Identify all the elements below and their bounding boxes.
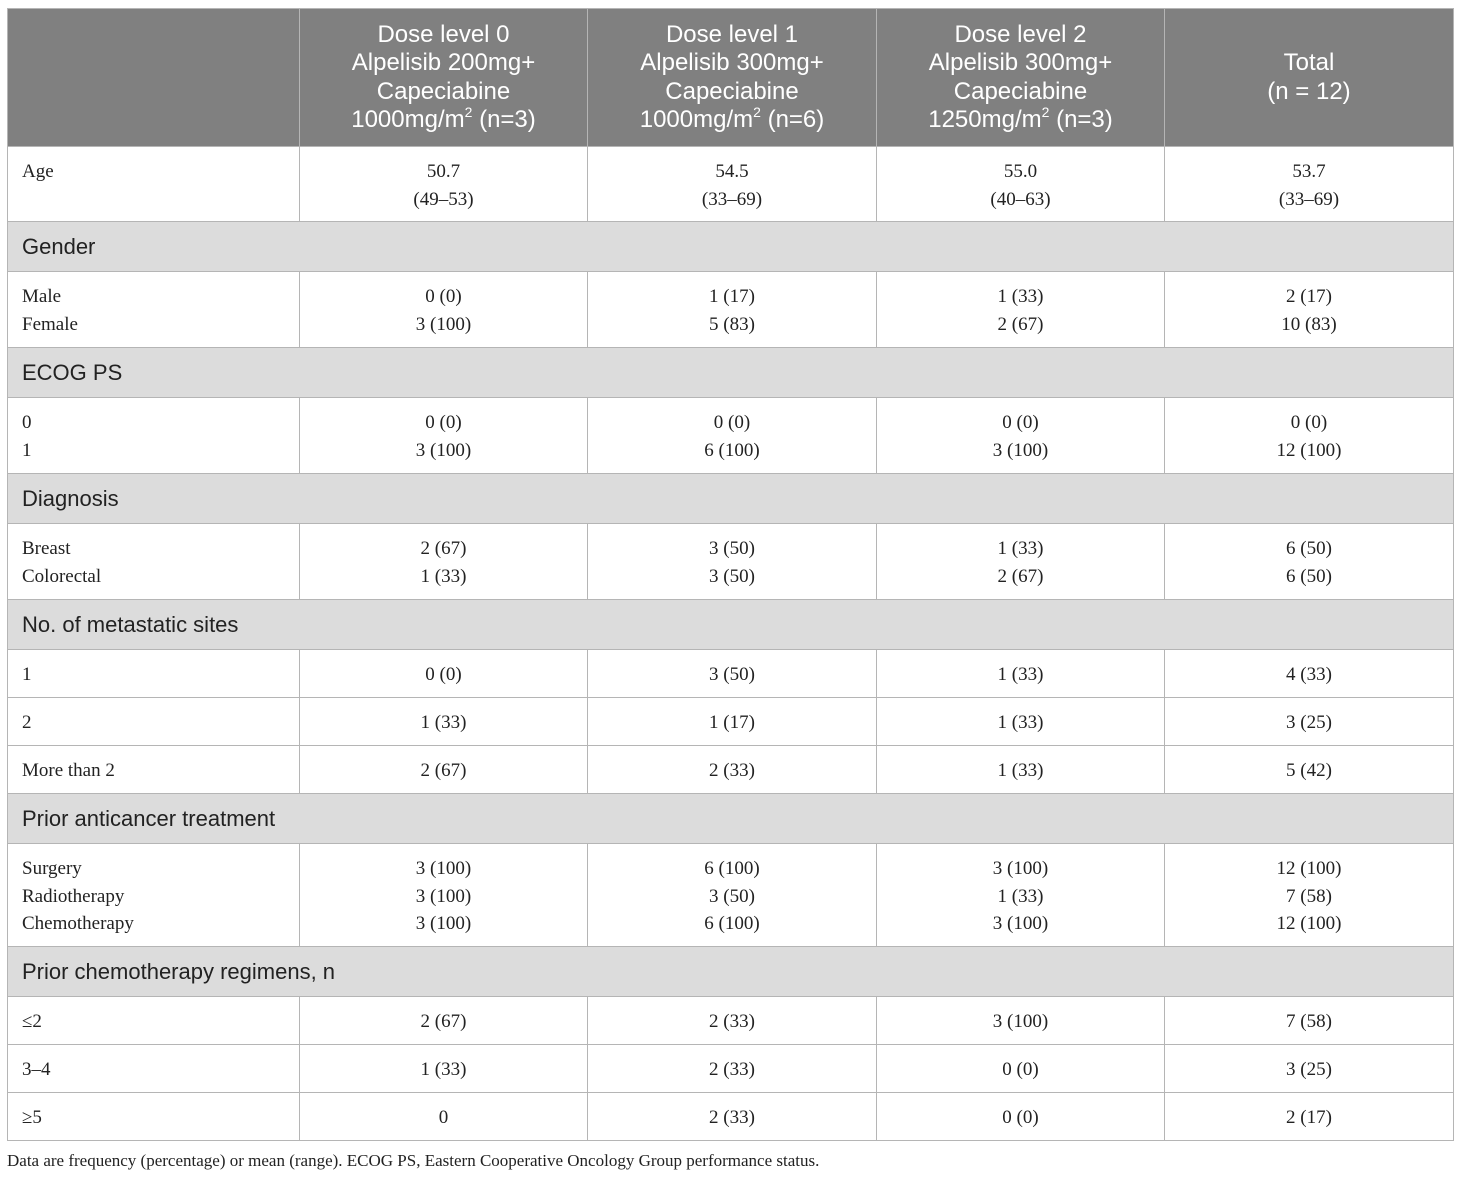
cell-dose-level-0 <box>300 650 588 698</box>
cell-line: 3 (50) <box>709 885 755 907</box>
section-row <box>8 348 1454 398</box>
cell-line: (49–53) <box>413 188 474 210</box>
cell-line: 0 (0) <box>1002 1059 1039 1080</box>
table-row <box>8 746 1454 794</box>
cell-line: 3 (100) <box>415 439 472 461</box>
table-row <box>8 398 1454 474</box>
cell-total <box>1165 698 1454 746</box>
cell-line: ≥5 <box>22 1107 42 1128</box>
cell-line: 2 <box>22 712 32 733</box>
cell-line: 12 (100) <box>1276 439 1342 461</box>
section-label: Prior chemotherapy regimens, n <box>8 947 1454 997</box>
section-row <box>8 794 1454 844</box>
cell-label <box>8 524 300 600</box>
cell-line: 7 (58) <box>1286 1011 1332 1032</box>
cell-line: Male <box>22 286 62 307</box>
cell-dose-level-0 <box>300 524 588 600</box>
cell-line: 1 (33) <box>997 885 1044 907</box>
header-cell-blank <box>8 9 300 147</box>
cell-line: 0 <box>22 412 32 433</box>
cell-line: (40–63) <box>990 188 1051 210</box>
cell-line: 3–4 <box>22 1059 51 1080</box>
cell-dose-level-0 <box>300 147 588 222</box>
cell-line: 2 (67) <box>420 538 467 559</box>
cell-line: More than 2 <box>22 760 115 781</box>
cell-dose-level-0 <box>300 698 588 746</box>
table-footnote: Data are frequency (percentage) or mean (range). ECOG PS, Eastern Cooperative Oncology Group performance status. <box>7 1151 820 1170</box>
cell-label <box>8 997 300 1045</box>
cell-label <box>8 698 300 746</box>
cell-line: 1 (33) <box>997 760 1044 781</box>
baseline-characteristics-table-container <box>7 8 1453 1141</box>
cell-dose-level-0 <box>300 1045 588 1093</box>
cell-dose-level-1 <box>588 698 877 746</box>
cell-line: 4 (33) <box>1286 664 1332 685</box>
cell-line: 1 (17) <box>709 286 755 307</box>
cell-line: 0 (0) <box>425 286 462 307</box>
baseline-characteristics-table <box>7 8 1454 1141</box>
cell-dose-level-0 <box>300 844 588 947</box>
header-dose-level-1: Dose level 1 Alpelisib 300mg+ Capeciabine $1000mg/m^2$ (n=6) <box>588 9 877 147</box>
cell-total <box>1165 650 1454 698</box>
table-body <box>8 147 1454 1141</box>
cell-line: 3 (100) <box>992 439 1049 461</box>
section-label: No. of metastatic sites <box>8 600 1454 650</box>
cell-line: 3 (100) <box>992 858 1049 879</box>
table-row <box>8 272 1454 348</box>
cell-line: 12 (100) <box>1276 858 1342 879</box>
cell-line: 1 <box>22 664 32 685</box>
cell-dose-level-2 <box>877 746 1165 794</box>
cell-line: Female <box>22 313 78 335</box>
cell-line: ≤2 <box>22 1011 42 1032</box>
cell-dose-level-1 <box>588 746 877 794</box>
table-row <box>8 844 1454 947</box>
cell-dose-level-0 <box>300 997 588 1045</box>
header-dose-level-2: Dose level 2 Alpelisib 300mg+ Capeciabine $1250mg/m^2$ (n=3) <box>877 9 1165 147</box>
cell-total <box>1165 746 1454 794</box>
cell-total <box>1165 997 1454 1045</box>
cell-line: 3 (50) <box>709 538 755 559</box>
table-row <box>8 147 1454 222</box>
cell-line: Chemotherapy <box>22 913 134 934</box>
cell-line: 12 (100) <box>1276 913 1342 934</box>
cell-line: 55.0 <box>1003 161 1038 182</box>
cell-label <box>8 746 300 794</box>
cell-line: 0 (0) <box>425 412 462 433</box>
cell-line: 1 (33) <box>997 286 1044 307</box>
cell-line: 0 <box>438 1107 449 1128</box>
cell-dose-level-1 <box>588 997 877 1045</box>
section-label: Gender <box>8 222 1454 272</box>
table-row <box>8 1093 1454 1141</box>
table-row <box>8 997 1454 1045</box>
cell-total <box>1165 398 1454 474</box>
cell-line: 2 (67) <box>420 760 467 781</box>
section-row <box>8 474 1454 524</box>
cell-line: 1 (33) <box>420 712 467 733</box>
cell-line: 6 (100) <box>704 439 760 461</box>
cell-line: 3 (100) <box>415 913 472 934</box>
cell-line: 3 (100) <box>992 1011 1049 1032</box>
cell-dose-level-2 <box>877 272 1165 348</box>
cell-dose-level-0 <box>300 1093 588 1141</box>
cell-dose-level-1 <box>588 147 877 222</box>
section-row <box>8 222 1454 272</box>
cell-line: 2 (67) <box>997 313 1044 335</box>
table-header <box>8 9 1454 147</box>
cell-dose-level-1 <box>588 398 877 474</box>
section-label: Prior anticancer treatment <box>8 794 1454 844</box>
cell-label <box>8 1093 300 1141</box>
cell-line: 0 (0) <box>1002 1107 1039 1128</box>
cell-line: 3 (100) <box>415 313 472 335</box>
cell-line: 1 (33) <box>997 712 1044 733</box>
cell-label <box>8 844 300 947</box>
cell-dose-level-2 <box>877 650 1165 698</box>
cell-label <box>8 650 300 698</box>
cell-line: 0 (0) <box>1290 412 1328 433</box>
cell-line: 1 (33) <box>997 664 1044 685</box>
cell-dose-level-2 <box>877 1045 1165 1093</box>
cell-line: 2 (33) <box>709 1107 755 1128</box>
cell-line: 1 (33) <box>420 565 467 587</box>
cell-line: 6 (100) <box>704 913 760 934</box>
cell-line: (33–69) <box>701 188 763 210</box>
cell-line: 3 (100) <box>415 885 472 907</box>
cell-line: 7 (58) <box>1286 885 1332 907</box>
cell-line: 5 (83) <box>709 313 755 335</box>
table-row <box>8 698 1454 746</box>
cell-line: 3 (100) <box>992 913 1049 934</box>
table-row <box>8 1045 1454 1093</box>
cell-line: 2 (17) <box>1286 286 1332 307</box>
cell-line: 1 (33) <box>420 1059 467 1080</box>
section-row <box>8 947 1454 997</box>
cell-label <box>8 272 300 348</box>
cell-dose-level-0 <box>300 398 588 474</box>
cell-total <box>1165 844 1454 947</box>
cell-total <box>1165 147 1454 222</box>
cell-line: (33–69) <box>1278 188 1340 210</box>
cell-line: 2 (67) <box>420 1011 467 1032</box>
cell-line: 6 (50) <box>1286 538 1332 559</box>
cell-line: 2 (33) <box>709 1011 755 1032</box>
header-total: Total (n = 12) <box>1165 9 1454 147</box>
cell-dose-level-1 <box>588 844 877 947</box>
cell-dose-level-0 <box>300 746 588 794</box>
header-dose-level-0: Dose level 0 Alpelisib 200mg+ Capeciabine $1000mg/m^2$ (n=3) <box>300 9 588 147</box>
cell-line: 2 (67) <box>997 565 1044 587</box>
cell-total <box>1165 1045 1454 1093</box>
cell-line: 54.5 <box>715 161 749 182</box>
cell-line: Radiotherapy <box>22 885 125 907</box>
cell-line: 53.7 <box>1292 161 1326 182</box>
section-label: Diagnosis <box>8 474 1454 524</box>
cell-line: 50.7 <box>426 161 461 182</box>
cell-line: 0 (0) <box>425 664 462 685</box>
cell-dose-level-1 <box>588 1045 877 1093</box>
table-row <box>8 650 1454 698</box>
cell-line: 1 <box>22 439 32 461</box>
cell-total <box>1165 524 1454 600</box>
cell-dose-level-2 <box>877 147 1165 222</box>
cell-dose-level-2 <box>877 398 1165 474</box>
cell-line: 2 (17) <box>1286 1107 1332 1128</box>
table-row <box>8 524 1454 600</box>
cell-line: Colorectal <box>22 565 102 587</box>
cell-line: 2 (33) <box>709 760 755 781</box>
cell-line: 1 (33) <box>997 538 1044 559</box>
cell-line: 2 (33) <box>709 1059 755 1080</box>
cell-dose-level-1 <box>588 272 877 348</box>
cell-total <box>1165 1093 1454 1141</box>
cell-label <box>8 147 300 222</box>
cell-label <box>8 1045 300 1093</box>
cell-line: 10 (83) <box>1281 313 1337 335</box>
cell-line: 3 (25) <box>1286 1059 1332 1080</box>
cell-line: Breast <box>22 538 71 559</box>
cell-line: 3 (25) <box>1286 712 1332 733</box>
cell-dose-level-2 <box>877 844 1165 947</box>
cell-line: 3 (50) <box>709 664 755 685</box>
cell-dose-level-0 <box>300 272 588 348</box>
cell-line: 3 (50) <box>709 565 755 587</box>
cell-line: 3 (100) <box>415 858 472 879</box>
section-row <box>8 600 1454 650</box>
cell-dose-level-2 <box>877 698 1165 746</box>
cell-line: Age <box>22 161 54 182</box>
cell-line: 6 (100) <box>704 858 760 879</box>
cell-line: 1 (17) <box>709 712 755 733</box>
header-row <box>8 9 1454 147</box>
cell-dose-level-1 <box>588 650 877 698</box>
cell-line: 6 (50) <box>1286 565 1332 587</box>
cell-line: 0 (0) <box>1002 412 1039 433</box>
cell-line: Surgery <box>22 858 82 879</box>
cell-line: 0 (0) <box>713 412 751 433</box>
section-label: ECOG PS <box>8 348 1454 398</box>
cell-line: 5 (42) <box>1286 760 1332 781</box>
cell-total <box>1165 272 1454 348</box>
cell-dose-level-1 <box>588 524 877 600</box>
cell-dose-level-2 <box>877 524 1165 600</box>
cell-dose-level-1 <box>588 1093 877 1141</box>
cell-dose-level-2 <box>877 1093 1165 1141</box>
cell-dose-level-2 <box>877 997 1165 1045</box>
cell-label <box>8 398 300 474</box>
